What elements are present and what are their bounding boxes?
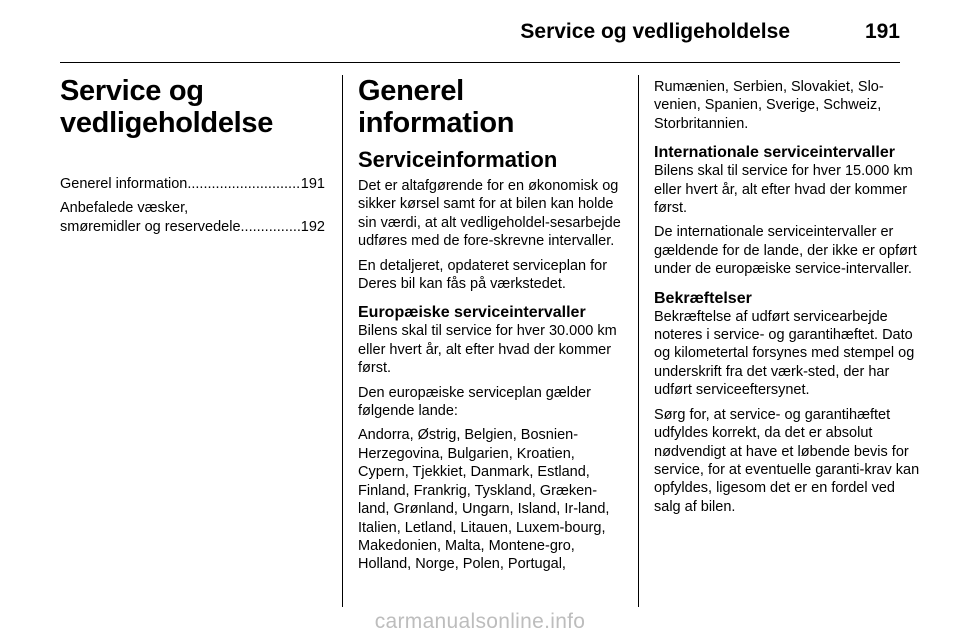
toc-entry[interactable]	[60, 175, 325, 193]
paragraph: Andorra, Østrig, Belgien, Bosnien-Herzegovina, Bulgarien, Kroatien, Cypern, Tjekkiet, Danmark, Estland, Finland, Frankrig, Tyskland, Græken-land, Grønland, Ungarn, Island, Ir-land, Italien, Letland, Litauen, Luxem-bourg, Makedonien, Malta, Montene-gro, Holland, Norge, Polen, Portugal,	[358, 427, 610, 573]
toc-entry-text: Generel information	[60, 176, 188, 192]
subsection-title: Europæiske serviceintervaller	[358, 304, 586, 322]
column-divider	[638, 75, 639, 607]
toc-entry[interactable]	[60, 199, 325, 236]
chapter-title-line: Service og	[60, 75, 204, 107]
content-column-2	[654, 75, 924, 522]
paragraph: Bekræftelse af udført servicearbejde noteres i service- og garantihæftet. Dato og kilometertal forsynes med stempel og underskrift fra det værk-sted, der har udført serviceeftersynet.	[654, 308, 915, 399]
paragraph: Den europæiske serviceplan gælder følgende lande:	[358, 384, 591, 420]
paragraph: Rumænien, Serbien, Slovakiet, Slo-venien, Spanien, Sverige, Schweiz, Storbritannien.	[654, 79, 884, 132]
paragraph: Bilens skal til service for hver 15.000 km eller hvert år, alt efter hvad der kommer først.	[654, 163, 913, 217]
subsection-title: Bekræftelser	[654, 289, 752, 307]
toc-entry-page: 191	[300, 176, 325, 192]
paragraph: En detaljeret, opdateret serviceplan for Deres bil kan fås på værkstedet.	[358, 257, 608, 293]
page-header	[60, 0, 900, 63]
subsection-title: Serviceinformation	[358, 147, 558, 172]
toc-leader-dots	[187, 175, 300, 193]
toc-entry-text: Anbefalede væsker,	[60, 200, 189, 217]
chapter-column	[60, 75, 325, 242]
section-title: Generel information	[358, 75, 515, 139]
column-divider	[342, 75, 343, 607]
paragraph: Det er altafgørende for en økonomisk og sikker kørsel samt for at bilen kan holde sin værdi, at alt vedligeholdel-sesarbejde udføres med de fore-skrevne intervaller.	[358, 178, 621, 250]
paragraph: Sørg for, at service- og garantihæftet udfyldes korrekt, da det er absolut nødvendigt at have et løbende bevis for service, for at eventuelle garanti-krav kan opfyldes, ligesom det er en fordel ved salg af bilen.	[654, 406, 920, 515]
page-number: 191	[864, 20, 900, 43]
watermark: carmanualsonline.info	[374, 610, 586, 633]
toc-entry-page: 192	[300, 218, 325, 235]
paragraph: De internationale serviceintervaller er gældende for de lande, der ikke er opført under de europæiske service-intervaller.	[654, 224, 917, 278]
toc-entry-text: smøremidler og reservedele	[60, 218, 241, 235]
running-header-title: Service og vedligeholdelse	[520, 20, 790, 43]
table-of-contents	[60, 175, 325, 236]
chapter-title	[60, 75, 325, 139]
content-column-1	[358, 75, 626, 580]
chapter-title-line: vedligeholdelse	[60, 107, 274, 139]
toc-leader-dots	[241, 218, 301, 236]
paragraph: Bilens skal til service for hver 30.000 km eller hvert år, alt efter hvad der kommer først.	[358, 323, 617, 377]
subsection-title: Internationale serviceintervaller	[654, 144, 895, 162]
